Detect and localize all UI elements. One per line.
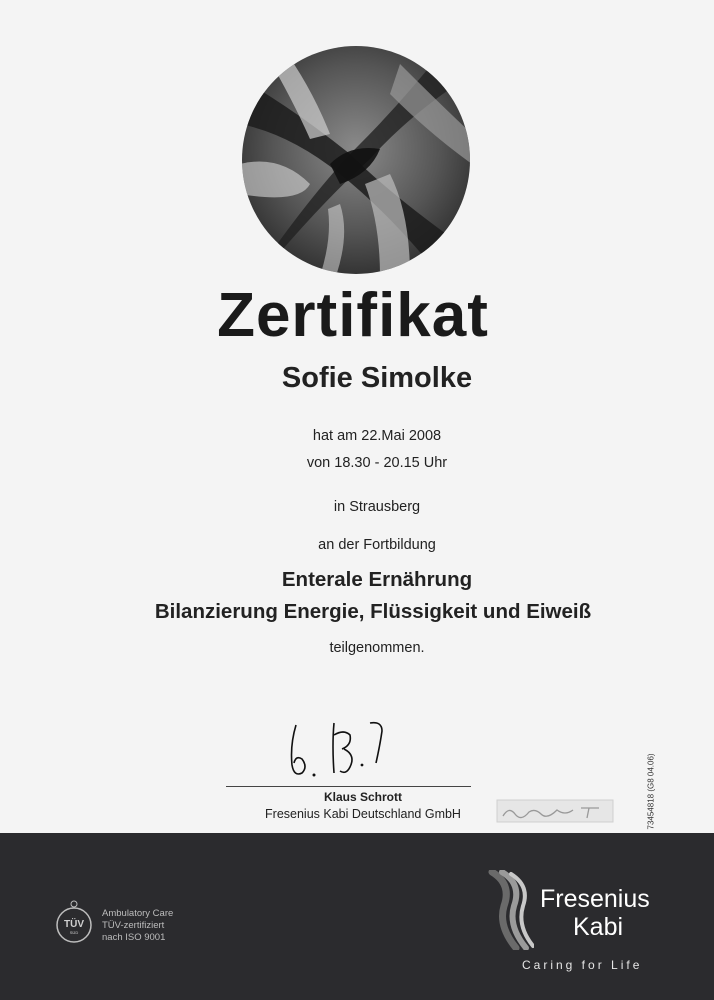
certification-line-2: TÜV-zertifiziert xyxy=(102,920,165,931)
date-line: hat am 22.Mai 2008 xyxy=(312,428,442,444)
time-line: von 18.30 - 20.15 Uhr xyxy=(306,455,448,471)
tuv-certification-logo xyxy=(54,900,94,946)
intro-line: an der Fortbildung xyxy=(318,537,436,553)
certification-text xyxy=(102,908,242,944)
signer-company: Fresenius Kabi Deutschland GmbH xyxy=(265,807,461,821)
closing-line: teilgenommen. xyxy=(329,640,425,656)
signature-line xyxy=(226,786,471,787)
signer-name: Klaus Schrott xyxy=(323,790,402,804)
location-line: in Strausberg xyxy=(333,499,421,515)
artwork-circle xyxy=(240,44,472,276)
handwritten-note xyxy=(495,796,615,826)
form-code-text: 73454818 (G8 04.06) xyxy=(646,753,656,830)
brand-name-kabi: Kabi xyxy=(573,913,624,941)
svg-text:SÜD: SÜD xyxy=(69,930,79,935)
brand-tagline: Caring for Life xyxy=(522,958,643,972)
handwritten-signature xyxy=(282,715,392,785)
course-title-primary: Enterale Ernährung xyxy=(281,568,473,591)
recipient-name: Sofie Simolke xyxy=(281,362,473,394)
certification-line-1: Ambulatory Care xyxy=(102,908,174,919)
svg-text:TÜV: TÜV xyxy=(64,919,84,930)
course-title-secondary: Bilanzierung Energie, Flüssigkeit und Eiweiß xyxy=(154,600,592,623)
fresenius-kabi-logo-icon xyxy=(486,870,534,950)
certification-line-3: nach ISO 9001 xyxy=(102,932,166,943)
brand-name-fresenius: Fresenius xyxy=(540,885,650,913)
form-code xyxy=(640,750,658,830)
certificate-title: Zertifikat xyxy=(217,281,489,350)
